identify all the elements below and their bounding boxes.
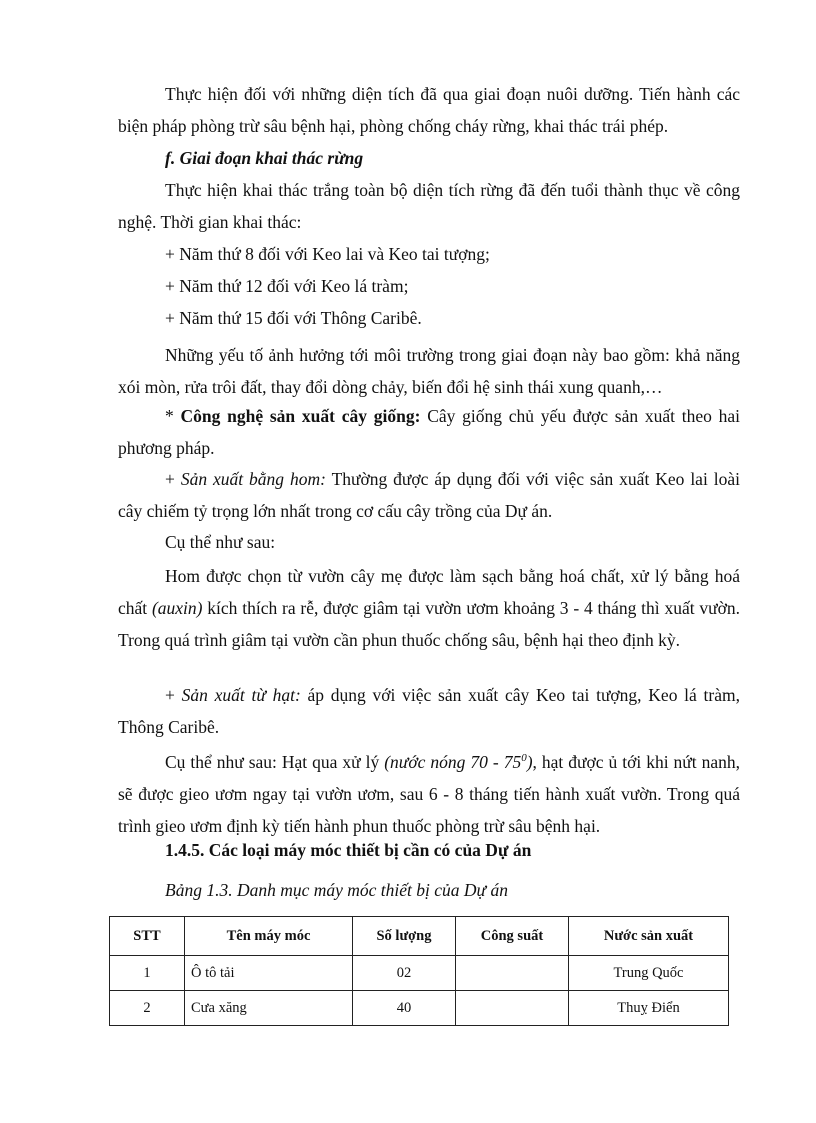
- column-header-country: Nước sản xuất: [569, 917, 729, 956]
- cell-quantity: 40: [353, 991, 456, 1026]
- seed-details-text-a: Cụ thể như sau: Hạt qua xử lý: [165, 751, 385, 772]
- heading-harvest-stage: f. Giai đoạn khai thác rừng: [165, 148, 364, 168]
- paragraph-harvest: Thực hiện khai thác trắng toàn bộ diện tích rừng đã đến tuổi thành thục về công nghệ. Thời gian khai thác:: [118, 180, 740, 232]
- list-item: + Năm thứ 12 đối với Keo lá tràm;: [165, 276, 409, 296]
- table-row: [110, 956, 729, 991]
- table-header-row: [110, 917, 729, 956]
- paragraph-seedling-tech: [118, 400, 740, 464]
- column-header-power: Công suất: [456, 917, 569, 956]
- seedling-tech-label: Công nghệ sản xuất cây giống:: [180, 406, 421, 426]
- column-header-quantity: Số lượng: [353, 917, 456, 956]
- cell-power: [456, 956, 569, 991]
- cell-machine-name: Cưa xăng: [185, 991, 353, 1026]
- bullet-plus: +: [165, 685, 182, 705]
- hot-water-note: [384, 752, 532, 772]
- auxin-label: (auxin): [151, 598, 203, 618]
- hot-water-close: ): [526, 751, 533, 772]
- paragraph-seed-details: [118, 742, 740, 842]
- paragraph-seed-method: [118, 679, 740, 743]
- cell-quantity: 02: [353, 956, 456, 991]
- cell-country: Trung Quốc: [569, 956, 729, 991]
- equipment-table: [109, 916, 729, 1026]
- paragraph-cutting-method: [118, 463, 740, 527]
- cell-country: Thuỵ Điển: [569, 991, 729, 1026]
- bullet-plus: +: [165, 469, 181, 489]
- paragraph-cutting-details: [118, 560, 740, 656]
- column-header-machine-name: Tên máy móc: [185, 917, 353, 956]
- degree-superscript: 0: [521, 752, 527, 764]
- seed-method-label: Sản xuất từ hạt:: [181, 685, 301, 705]
- cutting-details-text-a: Hom được chọn từ vườn cây mẹ được làm sạch bằng hoá chất, xử lý bằng hoá chất: [118, 566, 740, 618]
- column-header-stt: STT: [110, 917, 185, 956]
- seed-details-text-b: , hạt được ủ tới khi nứt nanh, sẽ được gieo ươm ngay tại vườn ươm, sau 6 - 8 tháng tiến hành xuất vườn. Trong quá trình gieo ươm định kỳ tiến hành phun thuốc phòng trừ sâu bệnh hại.: [118, 751, 741, 836]
- paragraph-maintenance: Thực hiện đối với những diện tích đã qua giai đoạn nuôi dưỡng. Tiến hành các biện pháp phòng trừ sâu bệnh hại, phòng chống cháy rừng, khai thác trái phép.: [118, 84, 740, 136]
- seed-method-text: áp dụng với việc sản xuất cây Keo tai tượng, Keo lá tràm, Thông Caribê.: [118, 685, 740, 737]
- cell-stt: 1: [110, 956, 185, 991]
- cell-stt: 2: [110, 991, 185, 1026]
- paragraph-environment-factors: Những yếu tố ảnh hưởng tới môi trường trong giai đoạn này bao gồm: khả năng xói mòn, rửa trôi đất, thay đổi dòng chảy, biến đổi hệ sinh thái xung quanh,…: [118, 345, 740, 397]
- seedling-tech-text: Cây giống chủ yếu được sản xuất theo hai phương pháp.: [118, 406, 741, 458]
- hot-water-text: (nước nóng 70 - 75: [384, 751, 522, 772]
- section-heading-equipment: 1.4.5. Các loại máy móc thiết bị cần có của Dự án: [165, 840, 532, 860]
- cutting-method-label: Sản xuất bằng hom:: [180, 469, 326, 489]
- bullet-star: *: [165, 406, 181, 426]
- list-item: + Năm thứ 8 đối với Keo lai và Keo tai tượng;: [165, 244, 490, 264]
- table-row: [110, 991, 729, 1026]
- table-caption: Bảng 1.3. Danh mục máy móc thiết bị của Dự án: [165, 880, 508, 900]
- cell-machine-name: Ô tô tải: [185, 956, 353, 991]
- list-item: + Năm thứ 15 đối với Thông Caribê.: [165, 308, 422, 328]
- cell-power: [456, 991, 569, 1026]
- cutting-method-text: Thường được áp dụng đối với việc sản xuất Keo lai loài cây chiếm tỷ trọng lớn nhất trong cơ cấu cây trồng của Dự án.: [118, 469, 740, 521]
- paragraph-details-1: Cụ thể như sau:: [165, 532, 276, 552]
- cutting-details-text-b: kích thích ra rễ, được giâm tại vườn ươm khoảng 3 - 4 tháng thì xuất vườn. Trong quá trình giâm tại vườn cần phun thuốc chống sâu, bệnh hại theo định kỳ.: [118, 598, 740, 650]
